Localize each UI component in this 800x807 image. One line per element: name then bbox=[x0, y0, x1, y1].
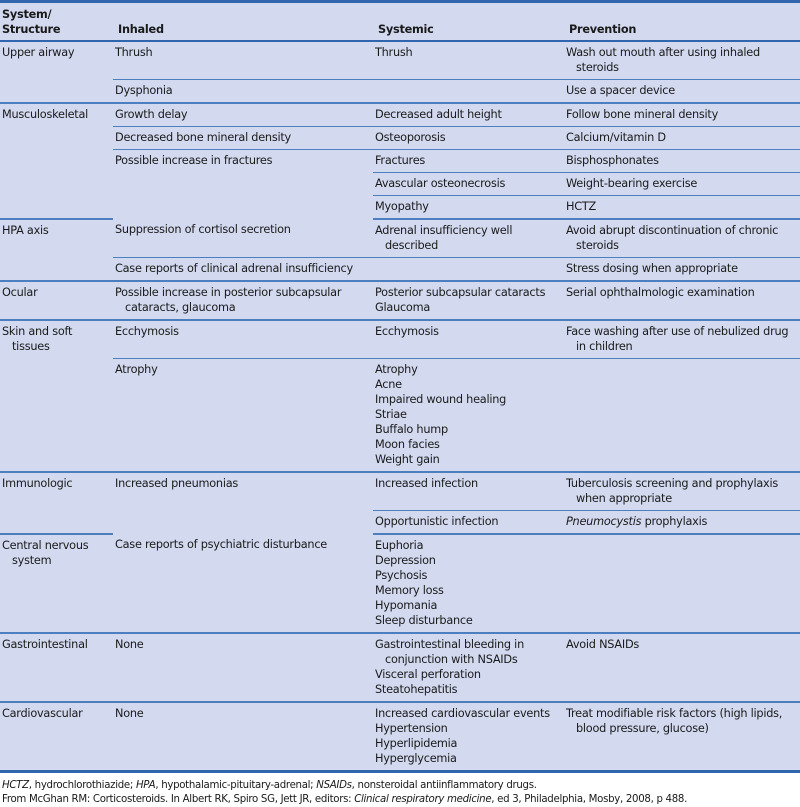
prevention-body: Face washing after use of nebulized drug in children bbox=[566, 325, 789, 353]
prevention-body: Weight-bearing exercise bbox=[566, 177, 698, 190]
abbrev-term: HPA bbox=[135, 780, 156, 791]
systemic-effect: Depression bbox=[375, 554, 436, 567]
cell-prevention bbox=[564, 173, 800, 196]
cell-prevention bbox=[564, 80, 800, 104]
prevention-italic-term: Pneumocystis bbox=[566, 515, 642, 528]
systemic-effect: Increased cardiovascular events bbox=[375, 707, 550, 720]
systemic-effect: Fractures bbox=[375, 154, 426, 167]
cell-system-structure bbox=[0, 41, 113, 103]
table-row bbox=[0, 534, 800, 633]
table-row bbox=[0, 320, 800, 359]
systemic-effect: Gastrointestinal bleeding in conjunction with NSAIDs bbox=[375, 638, 524, 666]
table-body bbox=[0, 41, 800, 770]
cell-systemic bbox=[373, 219, 564, 258]
cell-inhaled bbox=[113, 534, 373, 633]
system-label: Cardiovascular bbox=[2, 707, 83, 720]
corticosteroid-effects-table bbox=[0, 3, 800, 770]
system-label: Central nervous system bbox=[2, 539, 89, 567]
inhaled-text: Increased pneumonias bbox=[115, 477, 239, 490]
cell-systemic bbox=[373, 511, 564, 535]
cell-inhaled bbox=[113, 41, 373, 80]
systemic-effect: Sleep disturbance bbox=[375, 614, 473, 627]
cell-inhaled bbox=[113, 80, 373, 104]
table-row bbox=[0, 41, 800, 80]
inhaled-text: Possible increase in fractures bbox=[115, 154, 273, 167]
systemic-effect: Moon facies bbox=[375, 438, 440, 451]
systemic-effect: Visceral perforation bbox=[375, 668, 481, 681]
cell-system-structure bbox=[0, 281, 113, 320]
table-row bbox=[0, 127, 800, 150]
cell-system-structure bbox=[0, 103, 113, 219]
prevention-body: Avoid NSAIDs bbox=[566, 638, 640, 651]
systemic-effect: Buffalo hump bbox=[375, 423, 448, 436]
prevention-body: Stress dosing when appropriate bbox=[566, 262, 738, 275]
system-label: Immunologic bbox=[2, 477, 73, 490]
cell-systemic bbox=[373, 320, 564, 359]
systemic-effect: Glaucoma bbox=[375, 301, 431, 314]
prevention-body: Bisphosphonates bbox=[566, 154, 659, 167]
inhaled-text: None bbox=[115, 707, 144, 720]
inhaled-text: Thrush bbox=[115, 46, 153, 59]
prevention-text bbox=[566, 223, 796, 253]
cell-system-structure bbox=[0, 633, 113, 702]
systemic-effect: Avascular osteonecrosis bbox=[375, 177, 506, 190]
inhaled-text: Possible increase in posterior subcapsular cataracts, glaucoma bbox=[115, 286, 342, 314]
source-note bbox=[2, 793, 800, 807]
cell-systemic bbox=[373, 150, 564, 173]
prevention-text bbox=[566, 285, 796, 300]
systemic-effect: Decreased adult height bbox=[375, 108, 502, 121]
cell-prevention bbox=[564, 281, 800, 320]
prevention-body: Avoid abrupt discontinuation of chronic steroids bbox=[566, 224, 779, 252]
cell-inhaled bbox=[113, 127, 373, 150]
inhaled-text: Case reports of psychiatric disturbance bbox=[115, 538, 327, 551]
prevention-text bbox=[566, 83, 796, 98]
systemic-effect: Posterior subcapsular cataracts bbox=[375, 286, 546, 299]
cell-systemic bbox=[373, 41, 564, 80]
cell-inhaled bbox=[113, 103, 373, 127]
cell-systemic bbox=[373, 127, 564, 150]
cell-prevention bbox=[564, 219, 800, 258]
prevention-body: Serial ophthalmologic examination bbox=[566, 286, 755, 299]
header-system-line1: System/ bbox=[2, 8, 52, 21]
system-label: Musculoskeletal bbox=[2, 108, 89, 121]
prevention-text bbox=[566, 45, 796, 75]
abbrev-term: NSAIDs bbox=[316, 780, 352, 791]
abbreviations-note bbox=[2, 779, 800, 793]
cell-system-structure bbox=[0, 472, 113, 534]
cell-inhaled bbox=[113, 219, 373, 258]
header-prevention: Prevention bbox=[564, 3, 800, 41]
prevention-text bbox=[566, 130, 796, 145]
cell-inhaled bbox=[113, 633, 373, 702]
cell-prevention bbox=[564, 127, 800, 150]
system-label: Ocular bbox=[2, 286, 38, 299]
header-system-structure bbox=[0, 3, 113, 41]
cell-systemic bbox=[373, 633, 564, 702]
cell-inhaled bbox=[113, 320, 373, 359]
systemic-effect: Weight gain bbox=[375, 453, 440, 466]
systemic-effect: Impaired wound healing bbox=[375, 393, 507, 406]
cell-prevention bbox=[564, 150, 800, 173]
cell-inhaled bbox=[113, 702, 373, 770]
cell-prevention bbox=[564, 534, 800, 633]
prevention-text bbox=[566, 637, 796, 652]
cell-systemic bbox=[373, 534, 564, 633]
system-label: Upper airway bbox=[2, 46, 75, 59]
table-row bbox=[0, 80, 800, 104]
source-suffix: , ed 3, Philadelphia, Mosby, 2008, p 488. bbox=[491, 794, 688, 805]
cell-systemic bbox=[373, 80, 564, 104]
cell-systemic bbox=[373, 196, 564, 220]
table-row bbox=[0, 103, 800, 127]
cell-prevention bbox=[564, 359, 800, 473]
cell-system-structure bbox=[0, 702, 113, 770]
prevention-body: HCTZ bbox=[566, 200, 597, 213]
prevention-body: Calcium/vitamin D bbox=[566, 131, 666, 144]
header-system-line2: Structure bbox=[2, 23, 61, 36]
abbrev-definition: , nonsteroidal antiinflammatory drugs. bbox=[351, 780, 537, 791]
systemic-effect: Atrophy bbox=[375, 363, 418, 376]
systemic-effect: Memory loss bbox=[375, 584, 444, 597]
prevention-body: prophylaxis bbox=[641, 515, 708, 528]
inhaled-text: None bbox=[115, 638, 144, 651]
table-row bbox=[0, 150, 800, 173]
table-row bbox=[0, 702, 800, 770]
table-row bbox=[0, 359, 800, 473]
prevention-body: Treat modifiable risk factors (high lipids, blood pressure, glucose) bbox=[566, 707, 783, 735]
abbrev-definition: , hydrochlorothiazide; bbox=[28, 780, 136, 791]
prevention-text bbox=[566, 153, 796, 168]
inhaled-text: Growth delay bbox=[115, 108, 188, 121]
table-row bbox=[0, 219, 800, 258]
prevention-text bbox=[566, 261, 796, 276]
inhaled-text: Case reports of clinical adrenal insufficiency bbox=[115, 262, 353, 275]
systemic-effect: Acne bbox=[375, 378, 402, 391]
cell-inhaled bbox=[113, 258, 373, 282]
table-row bbox=[0, 281, 800, 320]
cell-system-structure bbox=[0, 219, 113, 281]
table-row bbox=[0, 258, 800, 282]
abbrev-term: HCTZ bbox=[2, 780, 29, 791]
prevention-text bbox=[566, 514, 796, 529]
prevention-text bbox=[566, 706, 796, 736]
cell-prevention bbox=[564, 472, 800, 511]
source-title: Clinical respiratory medicine bbox=[354, 794, 492, 805]
table-footnotes bbox=[0, 773, 800, 807]
prevention-text bbox=[566, 176, 796, 191]
prevention-body: Use a spacer device bbox=[566, 84, 675, 97]
cell-systemic bbox=[373, 173, 564, 196]
inhaled-text: Decreased bone mineral density bbox=[115, 131, 291, 144]
table-row bbox=[0, 472, 800, 511]
system-label: Gastrointestinal bbox=[2, 638, 88, 651]
systemic-effect: Adrenal insufficiency well described bbox=[375, 224, 513, 252]
inhaled-text: Dysphonia bbox=[115, 84, 173, 97]
cell-systemic bbox=[373, 258, 564, 282]
systemic-effect: Thrush bbox=[375, 46, 413, 59]
cell-systemic bbox=[373, 359, 564, 473]
cell-systemic bbox=[373, 281, 564, 320]
system-label: HPA axis bbox=[2, 224, 49, 237]
prevention-text bbox=[566, 199, 796, 214]
systemic-effect: Ecchymosis bbox=[375, 325, 439, 338]
cell-inhaled bbox=[113, 472, 373, 534]
prevention-body: Wash out mouth after using inhaled steroids bbox=[566, 46, 760, 74]
header-systemic: Systemic bbox=[373, 3, 564, 41]
inhaled-text: Atrophy bbox=[115, 363, 158, 376]
inhaled-text: Ecchymosis bbox=[115, 325, 179, 338]
systemic-effect: Hypomania bbox=[375, 599, 438, 612]
table-header-row bbox=[0, 3, 800, 41]
systemic-effect: Hypertension bbox=[375, 722, 448, 735]
system-label: Skin and soft tissues bbox=[2, 325, 73, 353]
cell-prevention bbox=[564, 702, 800, 770]
systemic-effect: Striae bbox=[375, 408, 407, 421]
prevention-text bbox=[566, 476, 796, 506]
systemic-effect: Hyperlipidemia bbox=[375, 737, 458, 750]
prevention-body: Tuberculosis screening and prophylaxis when appropriate bbox=[566, 477, 779, 505]
cell-prevention bbox=[564, 511, 800, 535]
systemic-effect: Myopathy bbox=[375, 200, 429, 213]
inhaled-text: Suppression of cortisol secretion bbox=[115, 223, 291, 236]
systemic-effect: Increased infection bbox=[375, 477, 478, 490]
prevention-body: Follow bone mineral density bbox=[566, 108, 719, 121]
cell-systemic bbox=[373, 472, 564, 511]
cell-prevention bbox=[564, 320, 800, 359]
cell-prevention bbox=[564, 103, 800, 127]
cell-prevention bbox=[564, 633, 800, 702]
prevention-text bbox=[566, 324, 796, 354]
systemic-effect: Osteoporosis bbox=[375, 131, 446, 144]
cell-prevention bbox=[564, 258, 800, 282]
cell-inhaled bbox=[113, 150, 373, 220]
systemic-effect: Psychosis bbox=[375, 569, 428, 582]
prevention-text bbox=[566, 107, 796, 122]
cell-system-structure bbox=[0, 320, 113, 472]
cell-systemic bbox=[373, 103, 564, 127]
systemic-effect: Steatohepatitis bbox=[375, 683, 458, 696]
table-row bbox=[0, 633, 800, 702]
systemic-effect: Hyperglycemia bbox=[375, 752, 457, 765]
cell-systemic bbox=[373, 702, 564, 770]
abbrev-definition: , hypothalamic-pituitary-adrenal; bbox=[155, 780, 317, 791]
cell-inhaled bbox=[113, 281, 373, 320]
cell-prevention bbox=[564, 196, 800, 220]
source-prefix: From McGhan RM: Corticosteroids. In Albert RK, Spiro SG, Jett JR, editors: bbox=[2, 794, 355, 805]
header-inhaled: Inhaled bbox=[113, 3, 373, 41]
cell-system-structure bbox=[0, 534, 113, 633]
systemic-effect: Opportunistic infection bbox=[375, 515, 499, 528]
cell-inhaled bbox=[113, 359, 373, 473]
systemic-effect: Euphoria bbox=[375, 539, 424, 552]
cell-prevention bbox=[564, 41, 800, 80]
